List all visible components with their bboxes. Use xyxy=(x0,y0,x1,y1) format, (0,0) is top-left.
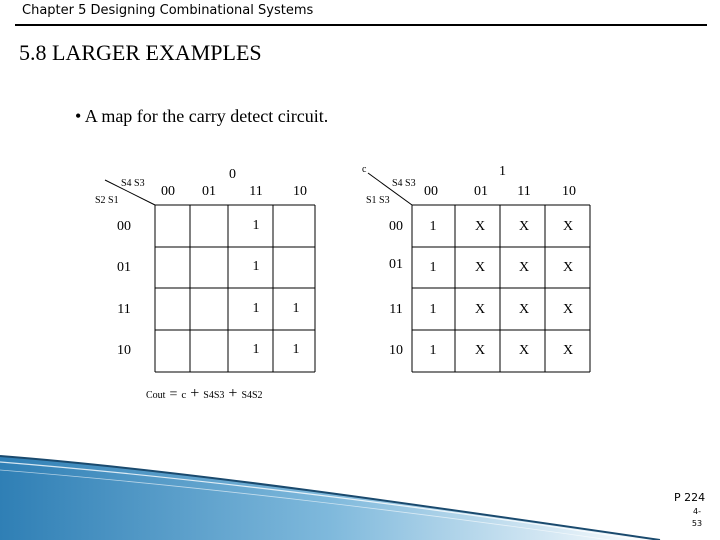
left-map-cell: 1 xyxy=(252,301,260,316)
page-reference: P 224 xyxy=(674,491,706,504)
equation-term-s4s2: S4S2 xyxy=(241,390,263,401)
equation-lhs: Cout xyxy=(146,390,166,401)
right-map-cell: X xyxy=(474,302,486,317)
right-map-cell: X xyxy=(518,343,530,358)
right-map-cell: X xyxy=(562,219,574,234)
left-map-row-header: 01 xyxy=(117,260,131,275)
left-map-row-header: 10 xyxy=(117,343,131,358)
left-map-col-header: 01 xyxy=(202,184,216,199)
carry-equation xyxy=(146,385,263,403)
left-map-row-header: 00 xyxy=(117,219,131,234)
right-map-cell: X xyxy=(518,219,530,234)
right-map-cell: 1 xyxy=(429,302,437,317)
left-map-col-header: 10 xyxy=(293,184,307,199)
right-map-cell: X xyxy=(474,343,486,358)
left-map-col-header: 11 xyxy=(249,184,263,199)
right-map-col-header: 11 xyxy=(517,184,531,199)
right-map-cell: X xyxy=(518,302,530,317)
right-map-cell: 1 xyxy=(429,219,437,234)
left-map-row-header: 11 xyxy=(117,302,131,317)
right-map-cell: X xyxy=(474,219,486,234)
right-map-cell: X xyxy=(562,343,574,358)
slide-number-bottom: 53 xyxy=(691,519,703,528)
right-map-cell: 1 xyxy=(429,343,437,358)
c-variable-label: c xyxy=(362,164,367,175)
right-map-cell: 1 xyxy=(429,260,437,275)
equation-plus: + xyxy=(228,385,238,402)
right-map-cell: X xyxy=(562,302,574,317)
right-map-row-var: S1 S3 xyxy=(366,195,390,206)
right-map-row-header: 01 xyxy=(389,257,403,272)
chapter-header: Chapter 5 Designing Combinational Systems xyxy=(22,3,314,18)
slide-number-top: 4- xyxy=(693,507,701,516)
right-map-col-header: 01 xyxy=(474,184,488,199)
right-map-c-value: 1 xyxy=(499,164,506,179)
left-map-row-var: S2 S1 xyxy=(95,195,119,206)
right-map-col-header: 10 xyxy=(562,184,576,199)
equation-equals: = xyxy=(169,387,178,402)
right-map-row-header: 00 xyxy=(389,219,403,234)
equation-term-c: c xyxy=(181,389,187,401)
left-map-col-var: S4 S3 xyxy=(121,178,145,189)
right-map-col-header: 00 xyxy=(424,184,438,199)
equation-plus: + xyxy=(190,385,200,402)
right-map-cell: X xyxy=(474,260,486,275)
left-map-c-value: 0 xyxy=(229,167,236,182)
right-map-row-header: 10 xyxy=(389,343,403,358)
left-map-cell: 1 xyxy=(292,301,300,316)
left-map-col-header: 00 xyxy=(161,184,175,199)
left-map-grid xyxy=(155,205,315,372)
left-map-cell: 1 xyxy=(252,218,260,233)
right-map-cell: X xyxy=(562,260,574,275)
slide-title: 5.8 LARGER EXAMPLES xyxy=(19,40,262,65)
right-map-col-var: S4 S3 xyxy=(392,178,416,189)
equation-term-s4s3: S4S3 xyxy=(203,390,225,401)
bullet-text: • A map for the carry detect circuit. xyxy=(75,106,329,126)
left-map-cell: 1 xyxy=(252,259,260,274)
left-map-cell: 1 xyxy=(292,342,300,357)
footer-swoosh xyxy=(0,456,660,540)
right-map-cell: X xyxy=(518,260,530,275)
left-map-cell: 1 xyxy=(252,342,260,357)
right-map-row-header: 11 xyxy=(389,302,403,317)
slide-number xyxy=(687,506,707,530)
